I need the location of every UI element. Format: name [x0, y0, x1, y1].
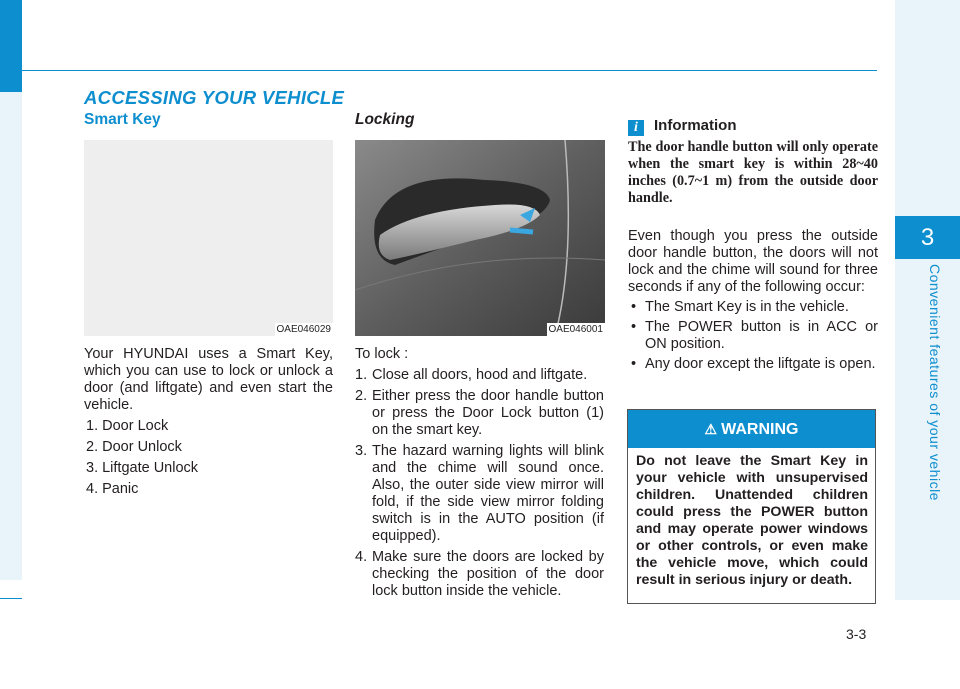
- bullet-icon: •: [631, 299, 637, 315]
- smart-key-image-code: OAE046029: [276, 324, 331, 335]
- smart-key-heading: Smart Key: [84, 111, 161, 128]
- door-handle-illustration: [355, 140, 605, 336]
- locking-step-number: 4.: [355, 549, 368, 565]
- locking-step: [355, 367, 604, 384]
- warning-header: [628, 410, 875, 448]
- locking-step-text: Close all doors, hood and liftgate.: [372, 367, 588, 383]
- locking-heading: Locking: [355, 111, 415, 128]
- left-margin-tab: [0, 0, 22, 92]
- smart-key-item: 4. Panic: [86, 481, 139, 497]
- information-bullet: [628, 319, 878, 353]
- information-bullet: [628, 299, 878, 316]
- bullet-icon: •: [631, 356, 637, 372]
- smart-key-item: 2. Door Unlock: [86, 439, 182, 455]
- smart-key-intro: Your HYUNDAI uses a Smart Key, which you can use to lock or unlock a door (and liftgate) and even start the vehicle.: [84, 346, 333, 413]
- bullet-text: The POWER button is in ACC or ON position.: [645, 319, 878, 352]
- smart-key-image: [84, 140, 333, 336]
- door-handle-image-code: OAE046001: [548, 324, 603, 335]
- smart-key-text: [84, 346, 333, 498]
- locking-step-number: 1.: [355, 367, 368, 383]
- locking-intro: To lock :: [355, 346, 409, 362]
- warning-triangle-icon: ⚠: [704, 421, 718, 437]
- locking-step-text: Make sure the doors are locked by checking the position of the door lock button inside the vehicle.: [372, 549, 604, 599]
- locking-step-number: 2.: [355, 388, 368, 404]
- info-icon: i: [628, 120, 644, 136]
- bullet-icon: •: [631, 319, 637, 335]
- section-title: ACCESSING YOUR VEHICLE: [84, 87, 345, 108]
- warning-title: WARNING: [721, 421, 799, 438]
- information-heading: [628, 117, 737, 136]
- locking-step-text: The hazard warning lights will blink and the chime will sound once. Also, the outer side view mirror will fold, if the side view mirror folding switch is in the AUTO position (if equipped).: [372, 443, 604, 544]
- door-handle-photo: [355, 140, 605, 336]
- page-number: 3-3: [846, 626, 867, 642]
- locking-step: [355, 443, 604, 545]
- information-body: [628, 228, 878, 373]
- smart-key-item: 1. Door Lock: [86, 418, 169, 434]
- information-title: Information: [654, 117, 737, 134]
- locking-step-number: 3.: [355, 443, 368, 459]
- bullet-text: Any door except the liftgate is open.: [645, 356, 876, 372]
- information-bullet: [628, 356, 878, 373]
- chapter-title: Convenient features of your vehicle: [927, 264, 943, 501]
- bullet-text: The Smart Key is in the vehicle.: [645, 299, 849, 315]
- warning-box: [627, 409, 876, 604]
- information-paragraph: Even though you press the outside door handle button, the doors will not lock and the chime will sound for three seconds if any of the following occur:: [628, 228, 878, 295]
- left-margin-line: [0, 598, 22, 599]
- locking-step: [355, 549, 604, 600]
- locking-text: [355, 346, 604, 600]
- locking-step: [355, 388, 604, 439]
- information-note: The door handle button will only operate when the smart key is within 28~40 inches (0.7~1 m) from the outside door handle.: [628, 139, 878, 206]
- smart-key-item: 3. Liftgate Unlock: [86, 460, 199, 476]
- warning-text: Do not leave the Smart Key in your vehicle with unsupervised children. Unattended children could press the POWER button and may operate power windows or other controls, or even make the vehicle move, which could result in serious injury or death.: [636, 453, 868, 588]
- header-rule: [22, 70, 877, 71]
- chapter-number: 3: [895, 216, 960, 259]
- locking-step-text: Either press the door handle button or press the Door Lock button (1) on the smart key.: [372, 388, 604, 438]
